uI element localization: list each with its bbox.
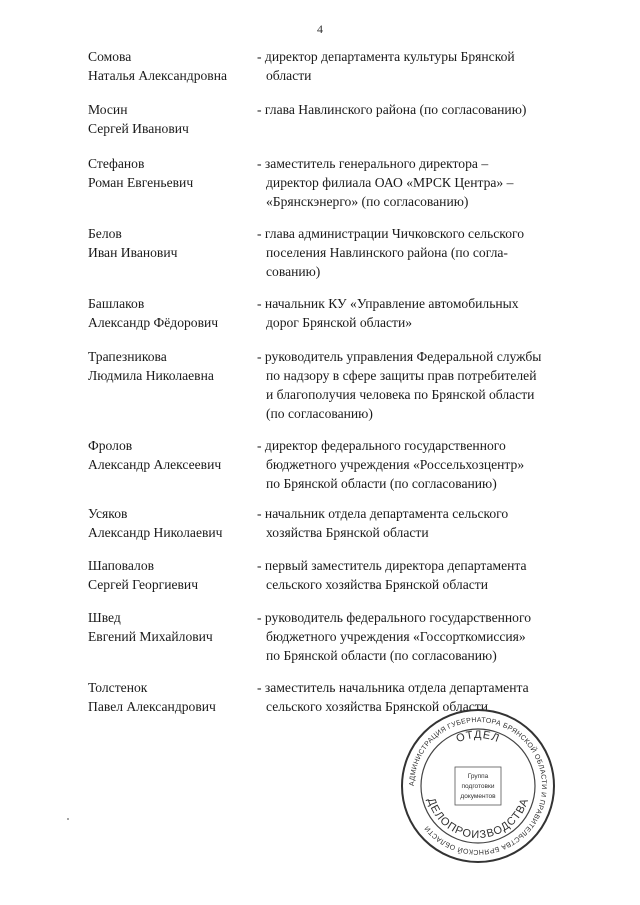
member-name (88, 294, 263, 332)
member-role (257, 436, 587, 493)
role-line: по надзору в сфере защиты прав потребителей (266, 368, 537, 383)
member-given-names: Александр Фёдорович (88, 315, 219, 330)
member-name (88, 504, 263, 542)
member-surname: Сомова (88, 49, 132, 64)
member-given-names: Наталья Александровна (88, 68, 228, 83)
member-given-names: Александр Алексеевич (88, 457, 222, 472)
member-role (257, 347, 587, 423)
role-line: - начальник отдела департамента сельского (257, 506, 509, 521)
role-line: - глава Навлинского района (по согласованию) (257, 102, 527, 117)
member-surname: Толстенок (88, 680, 148, 695)
member-surname: Белов (88, 226, 122, 241)
member-surname: Швед (88, 610, 121, 625)
member-role (257, 100, 587, 119)
role-line: - директор федерального государственного (257, 438, 506, 453)
role-line: - первый заместитель директора департамента (257, 558, 527, 573)
member-name (88, 154, 263, 192)
member-given-names: Иван Иванович (88, 245, 178, 260)
member-role (257, 608, 587, 665)
member-name (88, 556, 263, 594)
stamp-center-line: документов (460, 793, 496, 800)
member-role (257, 556, 587, 594)
member-role (257, 224, 587, 281)
role-line: поселения Навлинского района (по согла- (266, 245, 508, 260)
member-name (88, 224, 263, 262)
member-name (88, 100, 263, 138)
role-line: - заместитель начальника отдела департамента (257, 680, 529, 695)
member-given-names: Евгений Михайлович (88, 629, 213, 644)
role-line: - глава администрации Чичковского сельского (257, 226, 525, 241)
member-surname: Мосин (88, 102, 128, 117)
member-surname: Трапезникова (88, 349, 167, 364)
member-name (88, 608, 263, 646)
member-surname: Шаповалов (88, 558, 155, 573)
member-given-names: Людмила Николаевна (88, 368, 214, 383)
page-number: 4 (317, 22, 323, 36)
role-line: дорог Брянской области» (266, 315, 413, 330)
stamp-outer-text: АДМИНИСТРАЦИЯ ГУБЕРНАТОРА БРЯНСКОЙ ОБЛАСТИ И ПРАВИТЕЛЬСТВА БРЯНСКОЙ ОБЛАСТИ (408, 716, 548, 856)
role-line: - руководитель управления Федеральной службы (257, 349, 542, 364)
member-given-names: Роман Евгеньевич (88, 175, 194, 190)
member-surname: Стефанов (88, 156, 145, 171)
scan-speck (67, 818, 69, 820)
stamp-inner-top-text: ОТДЕЛ (454, 728, 502, 746)
member-given-names: Павел Александрович (88, 699, 216, 714)
role-line: области (266, 68, 312, 83)
stamp-inner-bottom-text: ДЕЛОПРОИЗВОДСТВА (424, 796, 532, 842)
office-stamp (398, 706, 558, 866)
role-line: «Брянскэнерго» (по согласованию) (266, 194, 469, 209)
member-name (88, 678, 263, 716)
role-line: по Брянской области (по согласованию) (266, 476, 497, 491)
role-line: сованию) (266, 264, 321, 279)
member-given-names: Александр Николаевич (88, 525, 223, 540)
member-given-names: Сергей Иванович (88, 121, 189, 136)
member-name (88, 347, 263, 385)
role-line: сельского хозяйства Брянской области (266, 577, 488, 592)
role-line: по Брянской области (по согласованию) (266, 648, 497, 663)
member-role (257, 154, 587, 211)
member-name (88, 47, 263, 85)
stamp-center-line: подготовки (461, 783, 495, 790)
member-role (257, 47, 587, 85)
role-line: сельского хозяйства Брянской области (266, 699, 488, 714)
role-line: бюджетного учреждения «Россельхозцентр» (266, 457, 525, 472)
role-line: (по согласованию) (266, 406, 373, 421)
member-role (257, 294, 587, 332)
member-surname: Фролов (88, 438, 133, 453)
role-line: бюджетного учреждения «Госсорткомиссия» (266, 629, 526, 644)
role-line: и благополучия человека по Брянской области (266, 387, 535, 402)
role-line: - заместитель генерального директора – (257, 156, 489, 171)
role-line: - руководитель федерального государственного (257, 610, 532, 625)
member-surname: Башлаков (88, 296, 145, 311)
role-line: хозяйства Брянской области (266, 525, 429, 540)
member-name (88, 436, 263, 474)
member-role (257, 504, 587, 542)
stamp-center-line: Группа (467, 773, 489, 780)
role-line: - начальник КУ «Управление автомобильных (257, 296, 519, 311)
role-line: - директор департамента культуры Брянской (257, 49, 515, 64)
member-surname: Усяков (88, 506, 128, 521)
role-line: директор филиала ОАО «МРСК Центра» – (266, 175, 514, 190)
member-given-names: Сергей Георгиевич (88, 577, 199, 592)
